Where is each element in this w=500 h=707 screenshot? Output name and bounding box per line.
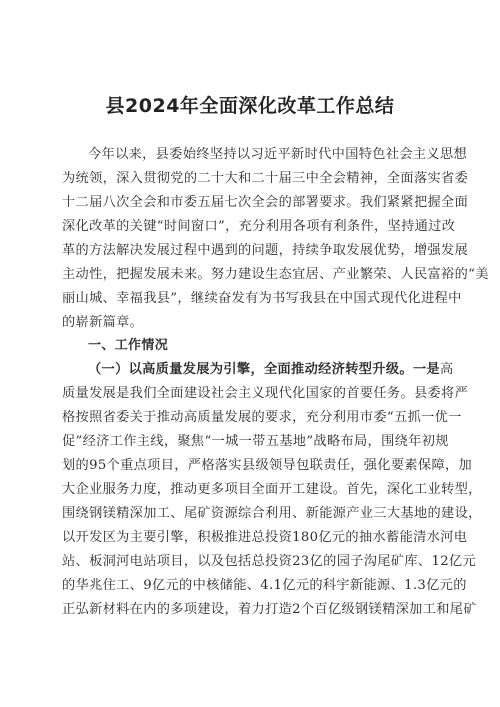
intro-line: 的崭新篇章。	[62, 315, 144, 330]
body-line: 划的95个重点项目，严格落实县级领导包联责任，强化要素保障，加	[62, 458, 473, 473]
body-line: 围绕钢镁精深加工、尾矿资源综合利用、新能源产业三大基地的建设，	[62, 506, 482, 521]
subsection-lead	[88, 361, 454, 379]
body-line: 促”经济工作主线，聚焦“一城一带五基地”战略布局，围绕年初规	[62, 434, 449, 449]
body-line: 大企业服务力度，推动更多项目全面开工建设。首先，深化工业转型，	[62, 482, 482, 497]
body-line: 正弘新材料在内的多项建设，着力打造2个百亿级钢镁精深加工和尾矿	[62, 602, 477, 617]
intro-line: 深化改革的关键“时间窗口”，充分利用各项有利条件，坚持通过改	[62, 219, 456, 234]
subsection-heading-bold: （一）以高质量发展为引擎，全面推动经济转型升级。一是	[88, 362, 440, 377]
subsection-lead-rest: 高	[439, 362, 454, 377]
intro-line: 丽山城、幸福我县”，继续奋发有为书写我县在中国式现代化进程中	[62, 291, 462, 306]
intro-line: 革的方法解决发展过程中遇到的问题，持续争取发展优势，增强发展	[62, 243, 469, 258]
body-line: 格按照省委关于推动高质量发展的要求，充分利用市委“五抓一优一	[62, 410, 462, 425]
body-line: 站、板洞河电站项目，以及包括总投资23亿的园子沟尾矿库、12亿元	[62, 554, 477, 569]
intro-line: 十二届八次全会和市委五届七次全会的部署要求。我们紧紧把握全面	[62, 195, 469, 210]
document-title: 县2024年全面深化改革工作总结	[105, 95, 395, 117]
body-line: 的华兆住工、9亿元的中核储能、4.1亿元的科宇新能源、1.3亿元的	[62, 578, 467, 593]
section-heading: 一、工作情况	[88, 338, 169, 353]
body-line: 质量发展是我们全面建设社会主义现代化国家的首要任务。县委将严	[62, 386, 469, 401]
intro-line: 主动性，把握发展未来。努力建设生态宜居、产业繁荣、人民富裕的“美	[62, 267, 489, 282]
body-line: 以开发区为主要引擎，积极推进总投资180亿元的抽水蓄能清水河电	[62, 530, 468, 545]
intro-line: 今年以来，县委始终坚持以习近平新时代中国特色社会主义思想	[88, 147, 468, 162]
intro-line: 为统领，深入贯彻党的二十大和二十届三中全会精神，全面落实省委	[62, 171, 469, 186]
